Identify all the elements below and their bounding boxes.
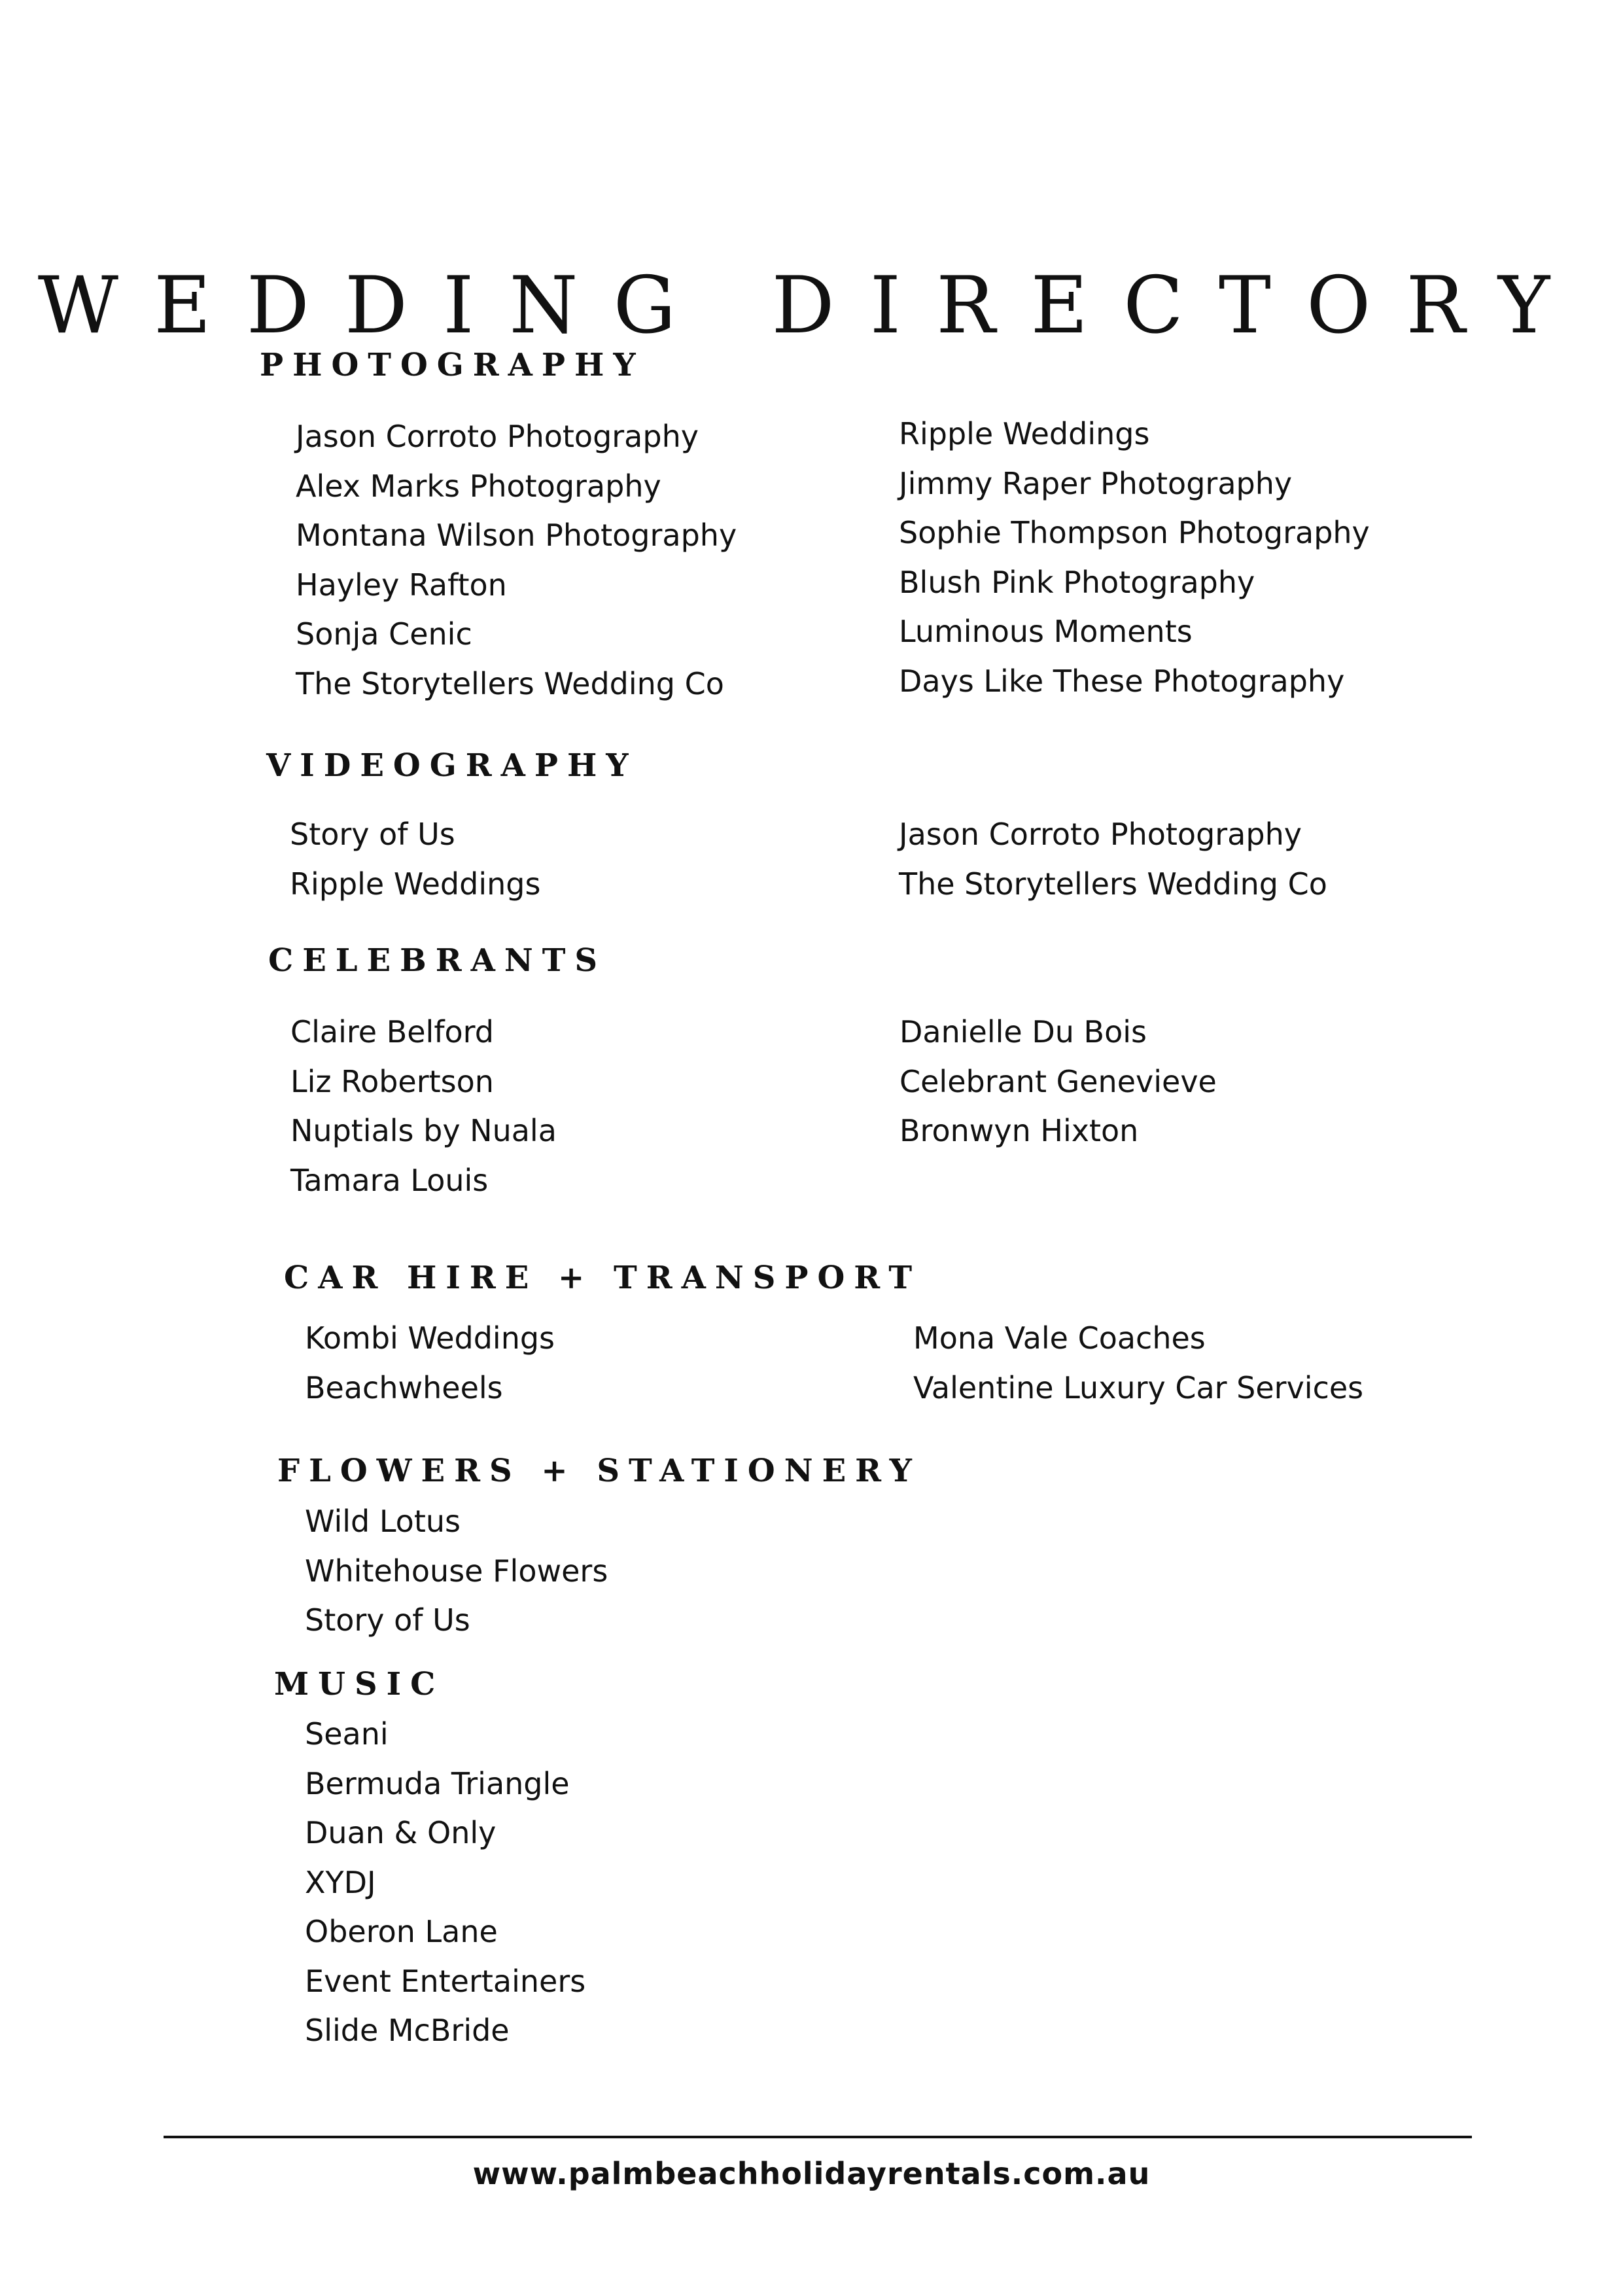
footer-website-link[interactable]: www.palmbeachholidayrentals.com.au	[472, 2156, 1151, 2191]
flowers-list	[305, 1497, 608, 1646]
list-item: Blush Pink Photography	[899, 564, 1255, 600]
section-heading-flowers: FLOWERS + STATIONERY	[277, 1453, 921, 1489]
photography-list-left	[296, 412, 737, 709]
list-item: Slide McBride	[305, 2013, 510, 2048]
section-heading-celebrants: CELEBRANTS	[268, 942, 607, 979]
list-item: Duan & Only	[305, 1815, 497, 1850]
videography-list-right	[899, 810, 1327, 909]
list-item: Claire Belford	[290, 1014, 494, 1050]
list-item: Valentine Luxury Car Services	[913, 1369, 1364, 1405]
list-item: Story of Us	[290, 817, 455, 852]
list-item: Danielle Du Bois	[899, 1014, 1147, 1050]
list-item: Whitehouse Flowers	[305, 1553, 608, 1589]
list-item: The Storytellers Wedding Co	[899, 866, 1327, 902]
list-item: Seani	[305, 1716, 389, 1752]
list-item: The Storytellers Wedding Co	[296, 665, 724, 701]
list-item: XYDJ	[305, 1864, 376, 1900]
car-hire-list-left	[305, 1314, 555, 1413]
list-item: Jason Corroto Photography	[899, 817, 1302, 852]
section-heading-music: MUSIC	[274, 1666, 445, 1703]
celebrants-list-left	[290, 1008, 557, 1205]
list-item: Bronwyn Hixton	[899, 1113, 1139, 1148]
list-item: Jimmy Raper Photography	[899, 465, 1293, 501]
music-list	[305, 1710, 585, 2056]
list-item: Celebrant Genevieve	[899, 1063, 1217, 1099]
list-item: Wild Lotus	[305, 1504, 461, 1539]
list-item: Hayley Rafton	[296, 567, 507, 603]
list-item: Ripple Weddings	[899, 416, 1150, 451]
car-hire-list-right	[913, 1314, 1363, 1413]
list-item: Story of Us	[305, 1602, 470, 1638]
list-item: Event Entertainers	[305, 1963, 586, 1999]
list-item: Tamara Louis	[290, 1162, 489, 1198]
section-heading-car-hire: CAR HIRE + TRANSPORT	[284, 1260, 922, 1296]
list-item: Kombi Weddings	[305, 1320, 555, 1356]
list-item: Days Like These Photography	[899, 663, 1345, 699]
list-item: Liz Robertson	[290, 1063, 494, 1099]
page-title: WEDDING DIRECTORY	[37, 260, 1586, 352]
list-item: Luminous Moments	[899, 614, 1193, 649]
list-item: Alex Marks Photography	[296, 468, 661, 504]
list-item: Oberon Lane	[305, 1914, 498, 1949]
list-item: Sonja Cenic	[296, 616, 472, 652]
footer-divider	[164, 2136, 1472, 2138]
celebrants-list-right	[899, 1008, 1217, 1156]
videography-list-left	[290, 810, 540, 909]
list-item: Nuptials by Nuala	[290, 1113, 557, 1148]
list-item: Mona Vale Coaches	[913, 1320, 1206, 1356]
photography-list-right	[899, 410, 1370, 706]
list-item: Beachwheels	[305, 1369, 503, 1405]
list-item: Sophie Thompson Photography	[899, 515, 1370, 550]
section-heading-videography: VIDEOGRAPHY	[266, 747, 638, 784]
list-item: Bermuda Triangle	[305, 1765, 570, 1801]
list-item: Jason Corroto Photography	[296, 419, 699, 454]
section-heading-photography: PHOTOGRAPHY	[260, 347, 645, 383]
list-item: Ripple Weddings	[290, 866, 541, 902]
list-item: Montana Wilson Photography	[296, 518, 737, 553]
